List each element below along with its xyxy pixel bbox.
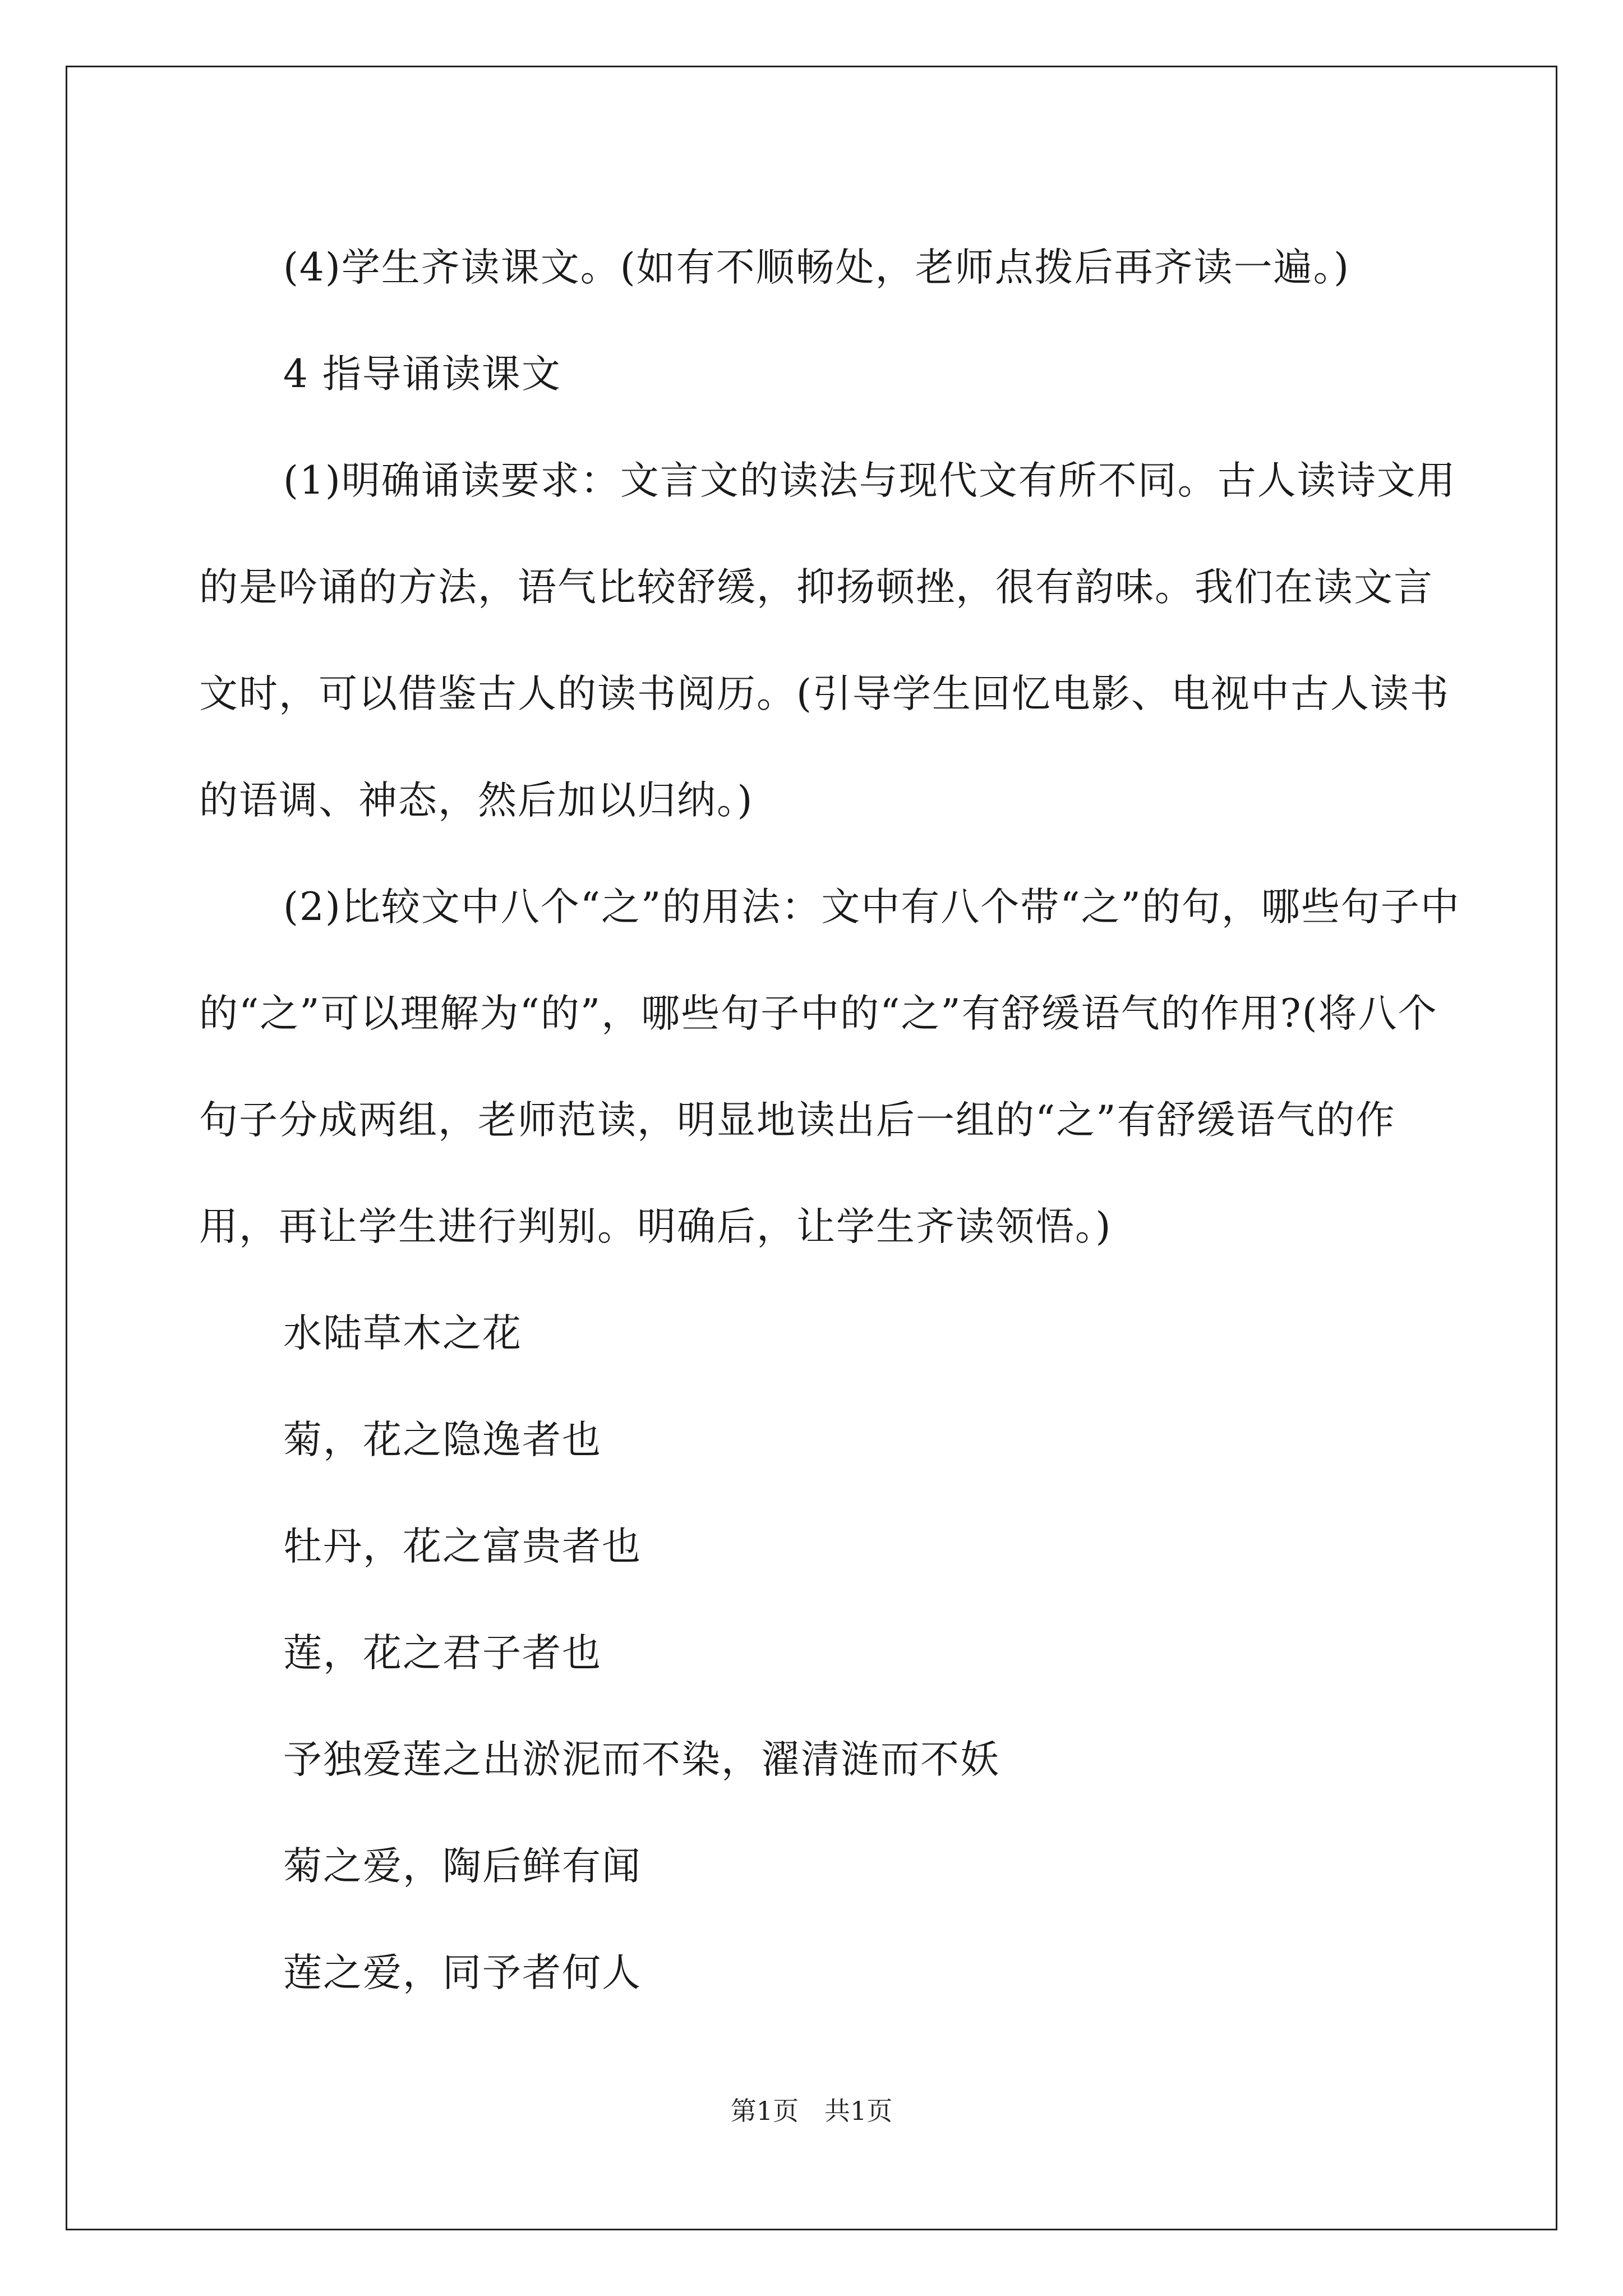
- example-sentence-6: 菊之爱，陶后鲜有闻: [283, 1844, 642, 1889]
- example-sentence-4: 莲，花之君子者也: [283, 1631, 602, 1676]
- example-sentence-5: 予独爱莲之出淤泥而不染，濯清涟而不妖: [283, 1737, 1000, 1782]
- example-sentence-2: 菊，花之隐逸者也: [283, 1418, 602, 1462]
- document-body: [199, 214, 1461, 2026]
- example-sentence-3: 牡丹，花之富贵者也: [283, 1524, 642, 1569]
- example-sentence-1: 水陆草木之花: [283, 1311, 522, 1356]
- section-heading: 4 指导诵读课文: [283, 352, 561, 397]
- example-sentence-7: 莲之爱，同予者何人: [283, 1950, 642, 1995]
- page-footer: 第1页 共1页: [730, 2096, 893, 2126]
- paragraph-1: (4)学生齐读课文。(如有不顺畅处，老师点拨后再齐读一遍。): [283, 245, 1350, 290]
- paragraph-3: (2)比较文中八个“之”的用法：文中有八个带“之”的句，哪些句子中的“之”可以理解为“的”，哪些句子中的“之”有舒缓语气的作用?(将八个句子分成两组，老师范读，明显地读出后一组的“之”有舒缓语气的作用，再让学生进行判别。明确后，让学生齐读领悟。): [199, 885, 1460, 1249]
- paragraph-2: (1)明确诵读要求：文言文的读法与现代文有所不同。古人读诗文用的是吟诵的方法，语气比较舒缓，抑扬顿挫，很有韵味。我们在读文言文时，可以借鉴古人的读书阅历。(引导学生回忆电影、电视中古人读书的语调、神态，然后加以归纳。): [199, 458, 1456, 823]
